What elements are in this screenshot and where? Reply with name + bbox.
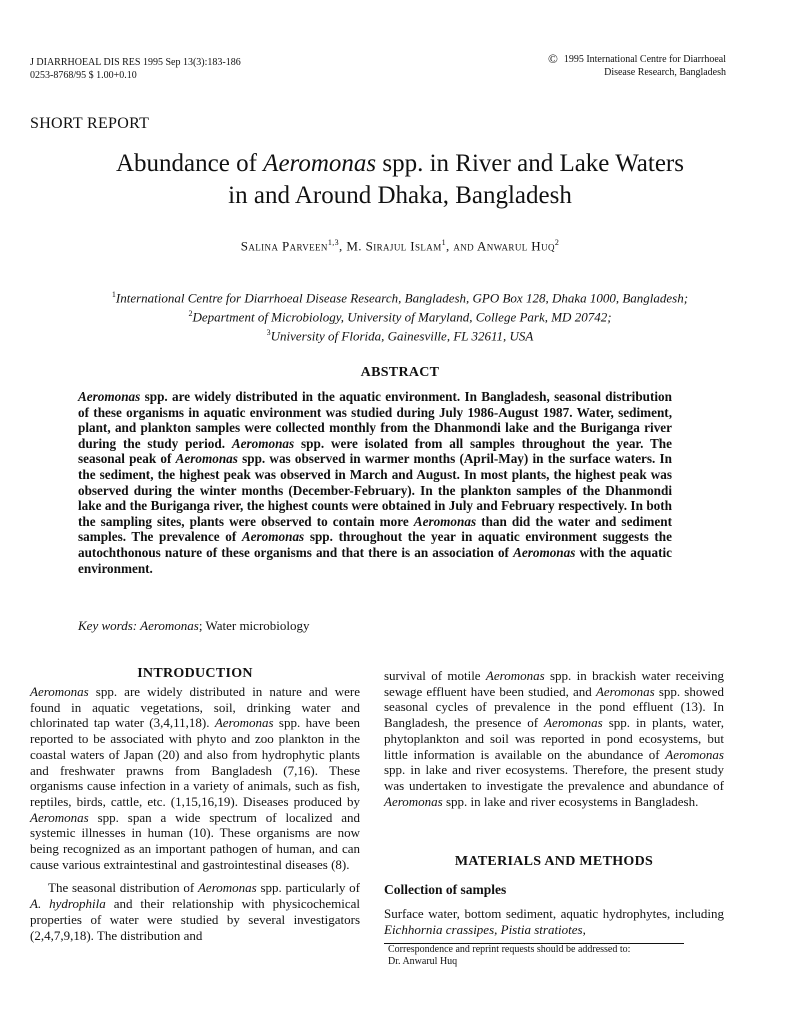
text-run: Surface water, bottom sediment, aquatic hydrophytes, including: [384, 906, 724, 921]
keywords: [78, 618, 310, 634]
title-line-2: in and Around Dhaka, Bangladesh: [228, 182, 572, 209]
affiliation-3: [0, 325, 800, 344]
right-column: [384, 668, 724, 809]
italic-term: Aeromonas: [175, 451, 238, 467]
affiliation-1-mark: 1: [111, 290, 116, 299]
abstract-heading: ABSTRACT: [360, 365, 440, 380]
copyright-line-1: 1995 International Centre for Diarrhoeal: [563, 54, 726, 65]
author-separator: ,: [339, 238, 347, 254]
collection-paragraph: [384, 906, 724, 937]
keywords-rest: ; Water microbiology: [198, 618, 310, 633]
text-run: spp. throughout the year in aquatic environment suggests the autochthonous nature of these organisms and that there is an association of: [78, 529, 672, 560]
italic-term: Aeromonas: [241, 529, 305, 545]
italic-term: Eichhornia crassipes, Pistia stratiotes,: [384, 921, 586, 937]
italic-term: Aeromonas: [485, 668, 545, 683]
text-run: than did the water and sediment samples. The prevalence of: [78, 513, 672, 545]
text-run: survival of motile: [384, 668, 486, 683]
right-column-continued: [384, 906, 724, 937]
title-genus: Aeromonas: [263, 150, 377, 177]
author-1-affil: 1,3: [327, 238, 340, 247]
text-run: spp. in lake and river ecosystems in Bangladesh.: [442, 793, 699, 809]
correspondence-footnote: [388, 944, 718, 968]
citation-line-1: J DIARRHOEAL DIS RES 1995 Sep 13(3):183-186: [30, 57, 241, 68]
author-1: Salina Parveen: [240, 238, 328, 254]
footnote-line-1: Correspondence and reprint requests should be addressed to:: [388, 944, 631, 955]
intro-paragraph-1: [30, 684, 360, 872]
italic-term: Aeromonas: [513, 544, 576, 560]
text-run: spp. was observed in warmer months (April-May) in the surface waters. In the sediment, the highest peak was observed in March and August. In most plants, the highest peak was observed during the winter months (December-February). In the plankton samples of the Dhanmondi lake and the Buriganga river, the highest counts were obtained in July and February respectively. In both the sampling sites, plants were observed to contain more: [78, 451, 673, 529]
title-text-1: Abundance of: [116, 150, 264, 177]
materials-methods-heading: MATERIALS AND METHODS: [454, 854, 654, 869]
right-paragraph-1: [384, 668, 724, 809]
italic-term: Aeromonas: [197, 880, 257, 896]
italic-term: Aeromonas: [384, 793, 443, 809]
copyright-notice: [426, 52, 726, 79]
text-run: spp. are widely distributed in the aquatic environment. In Bangladesh, seasonal distribution of these organisms in aquatic environment was studied during July 1986-August 1987. Water, sediment, plant, and plankton samples were collected monthly from the Dhanmondi lake and the Buriganga river during the study period.: [78, 389, 672, 451]
collection-subheading: Collection of samples: [384, 882, 507, 897]
author-3-affil: 2: [554, 238, 560, 247]
text-run: spp. are widely distributed in nature and were found in aquatic vegetations, soil, drinking water and chlorinated tap water (3,4,11,18).: [30, 684, 360, 731]
author-2: M. Sirajul Islam: [346, 238, 442, 254]
affiliation-2: [0, 306, 800, 325]
text-run: spp. span a wide spectrum of localized and systemic illnesses in human (10). These organisms are now being recognized as an important pathogen of human, and can cause various extraintestinal and gastrointestinal diseases (8).: [30, 809, 360, 872]
text-run: spp. in plants, water, phytoplankton and soil was reported in pond ecosystems, but little information is available on the abundance of: [384, 715, 724, 762]
italic-term: Aeromonas: [78, 389, 141, 404]
author-list: [0, 238, 800, 254]
text-run: The seasonal distribution of: [48, 880, 198, 896]
paper-title: [0, 148, 800, 212]
text-run: spp. showed seasonal cycles of prevalence in the pond effluent (13). In Bangladesh, the presence of: [384, 683, 724, 731]
italic-term: Aeromonas: [544, 715, 603, 731]
text-run: spp. in brackish water receiving sewage effluent have been studied, and: [384, 668, 724, 699]
author-separator: , and: [446, 238, 477, 254]
copyright-line-2: Disease Research, Bangladesh: [604, 67, 726, 78]
italic-term: Aeromonas: [595, 683, 655, 699]
italic-term: Aeromonas: [30, 684, 89, 699]
italic-term: Aeromonas: [665, 746, 724, 762]
italic-term: Aeromonas: [30, 809, 89, 825]
journal-citation: [30, 56, 370, 82]
citation-line-2: 0253-8768/95 $ 1.00+0.10: [30, 70, 137, 81]
affiliation-1-text: International Centre for Diarrhoeal Disease Research, Bangladesh, GPO Box 128, Dhaka 1000, Bangladesh;: [115, 290, 689, 306]
affiliation-3-mark: 3: [266, 327, 271, 337]
author-2-affil: 1: [441, 238, 447, 247]
text-run: spp. were isolated from all samples throughout the year. The seasonal peak of: [78, 435, 672, 467]
italic-term: Aeromonas: [214, 715, 274, 731]
text-run: and their relationship with physicochemical properties of water were studied by several investigators (2,4,7,9,18). The distribution and: [30, 896, 361, 943]
abstract-body: [78, 389, 672, 576]
affiliation-2-text: Department of Microbiology, University of Maryland, College Park, MD 20742;: [192, 309, 612, 325]
text-run: spp. have been reported to be associated with phyto and zoo plankton in the coastal waters of Japan (20) and also from hydrophytic plants and freshwater prawns from Bangladesh (7,16). These organisms cause infection in a variety of animals, such as fish, reptiles, birds, cattle, etc. (1,15,16,19). Diseases produced by: [30, 715, 361, 809]
italic-term: A. hydrophila: [30, 896, 106, 912]
footnote-line-2: Dr. Anwarul Huq: [388, 956, 458, 967]
text-run: with the aquatic environment.: [78, 544, 672, 576]
affiliation-3-text: University of Florida, Gainesville, FL 32611, USA: [270, 327, 534, 343]
affiliations: [0, 287, 800, 343]
left-column: [30, 684, 360, 943]
italic-term: Aeromonas: [413, 513, 477, 529]
introduction-heading: INTRODUCTION: [137, 666, 253, 681]
author-3: Anwarul Huq: [476, 238, 555, 254]
text-run: spp. particularly of: [256, 880, 360, 896]
text-run: spp. in lake and river ecosystems. Therefore, the present study was undertaken to investigate the prevalence and abundance of: [384, 762, 724, 793]
title-line-1: [0, 148, 800, 180]
intro-paragraph-2: [30, 880, 360, 943]
title-text-2: spp. in River and Lake Waters: [376, 150, 684, 177]
keyword-1: Aeromonas: [137, 618, 199, 633]
section-label: SHORT REPORT: [30, 115, 150, 132]
affiliation-1: [0, 287, 800, 306]
affiliation-2-mark: 2: [188, 308, 193, 318]
copyright-icon: ©: [547, 51, 558, 66]
keywords-label: Key words:: [78, 618, 138, 633]
italic-term: Aeromonas: [231, 435, 295, 451]
